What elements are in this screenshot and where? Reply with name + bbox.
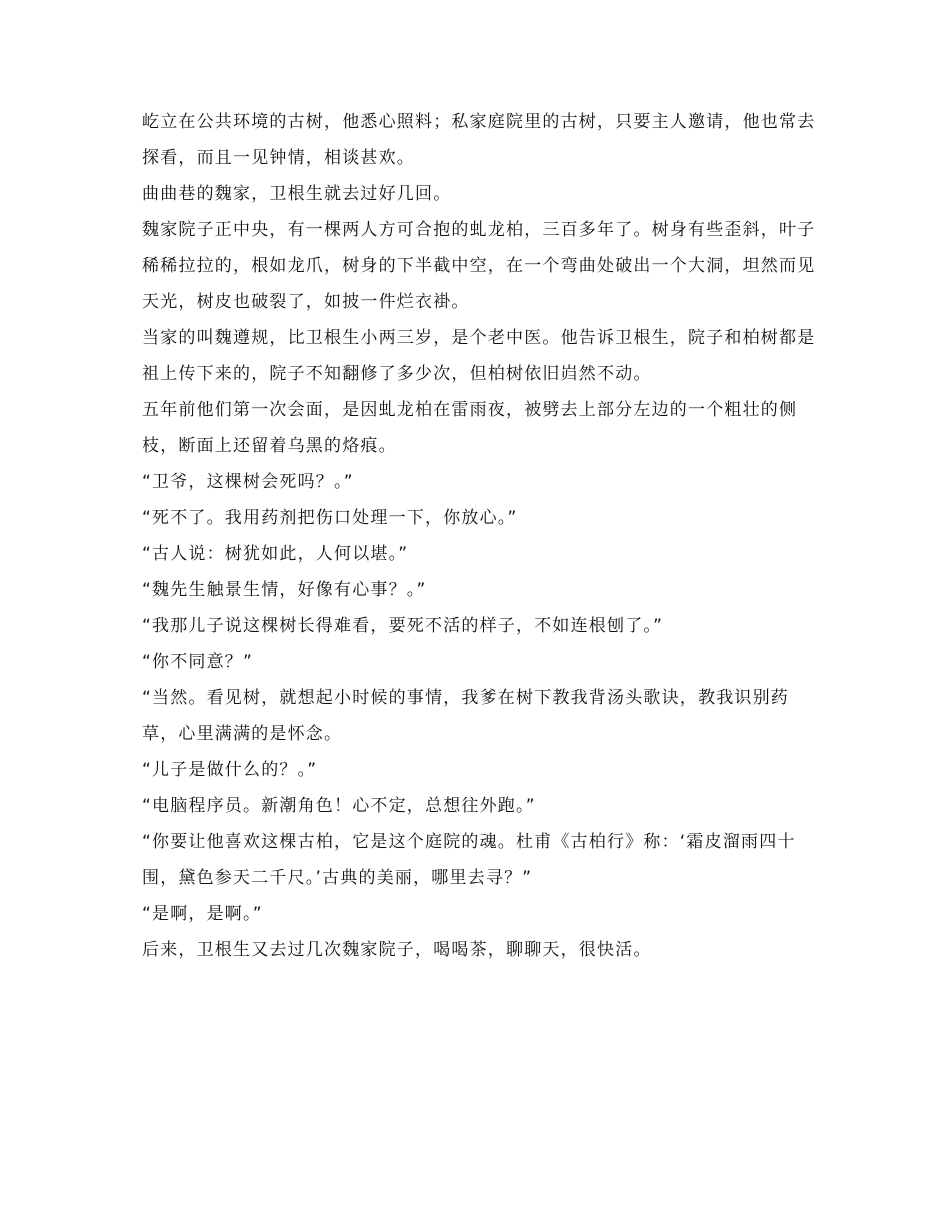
dialogue-line: “古人说：树犹如此，人何以堪。” — [142, 544, 409, 564]
paragraph: 当家的叫魏遵规，比卫根生小两三岁，是个老中医。他告诉卫根生，院子和柏树都是祖上传下来的，院子不知翻修了多少次，但柏树依旧岿然不动。 — [142, 328, 816, 384]
paragraph: 后来，卫根生又去过几次魏家院子，喝喝茶，聊聊天，很快活。 — [142, 940, 652, 960]
dialogue-line: “魏先生触景生情，好像有心事？。” — [142, 580, 427, 600]
dialogue-line: “你不同意？” — [142, 652, 254, 672]
dialogue-line: “卫爷，这棵树会死吗？。” — [142, 472, 354, 492]
dialogue-line: “是啊，是啊。” — [142, 904, 263, 924]
paragraph: 魏家院子正中央，有一棵两人方可合抱的虬龙柏，三百多年了。树身有些歪斜，叶子稀稀拉拉的，根如龙爪，树身的下半截中空，在一个弯曲处破出一个大洞，坦然而见天光，树皮也破裂了，如披一件烂衣褂。 — [142, 220, 816, 312]
dialogue-line: “我那儿子说这棵树长得难看，要死不活的样子，不如连根刨了。” — [142, 616, 664, 636]
dialogue-line: “当然。看见树，就想起小时候的事情，我爹在树下教我背汤头歌诀，教我识别药草，心里满满的是怀念。 — [142, 688, 790, 744]
dialogue-line: “死不了。我用药剂把伤口处理一下，你放心。” — [142, 508, 518, 528]
paragraph: 屹立在公共环境的古树，他悉心照料；私家庭院里的古树，只要主人邀请，他也常去探看，而且一见钟情，相谈甚欢。 — [142, 112, 816, 168]
dialogue-line: “电脑程序员。新潮角色！心不定，总想往外跑。” — [142, 796, 536, 816]
dialogue-line: “你要让他喜欢这棵古柏，它是这个庭院的魂。杜甫《古柏行》称：‘霜皮溜雨四十围，黛色参天二千尺。’古典的美丽，哪里去寻？” — [142, 832, 796, 888]
paragraph: 五年前他们第一次会面，是因虬龙柏在雷雨夜，被劈去上部分左边的一个粗壮的侧枝，断面上还留着乌黑的烙痕。 — [142, 400, 798, 456]
article-body — [142, 104, 822, 968]
dialogue-line: “儿子是做什么的？。” — [142, 760, 318, 780]
paragraph: 曲曲巷的魏家，卫根生就去过好几回。 — [142, 184, 452, 204]
